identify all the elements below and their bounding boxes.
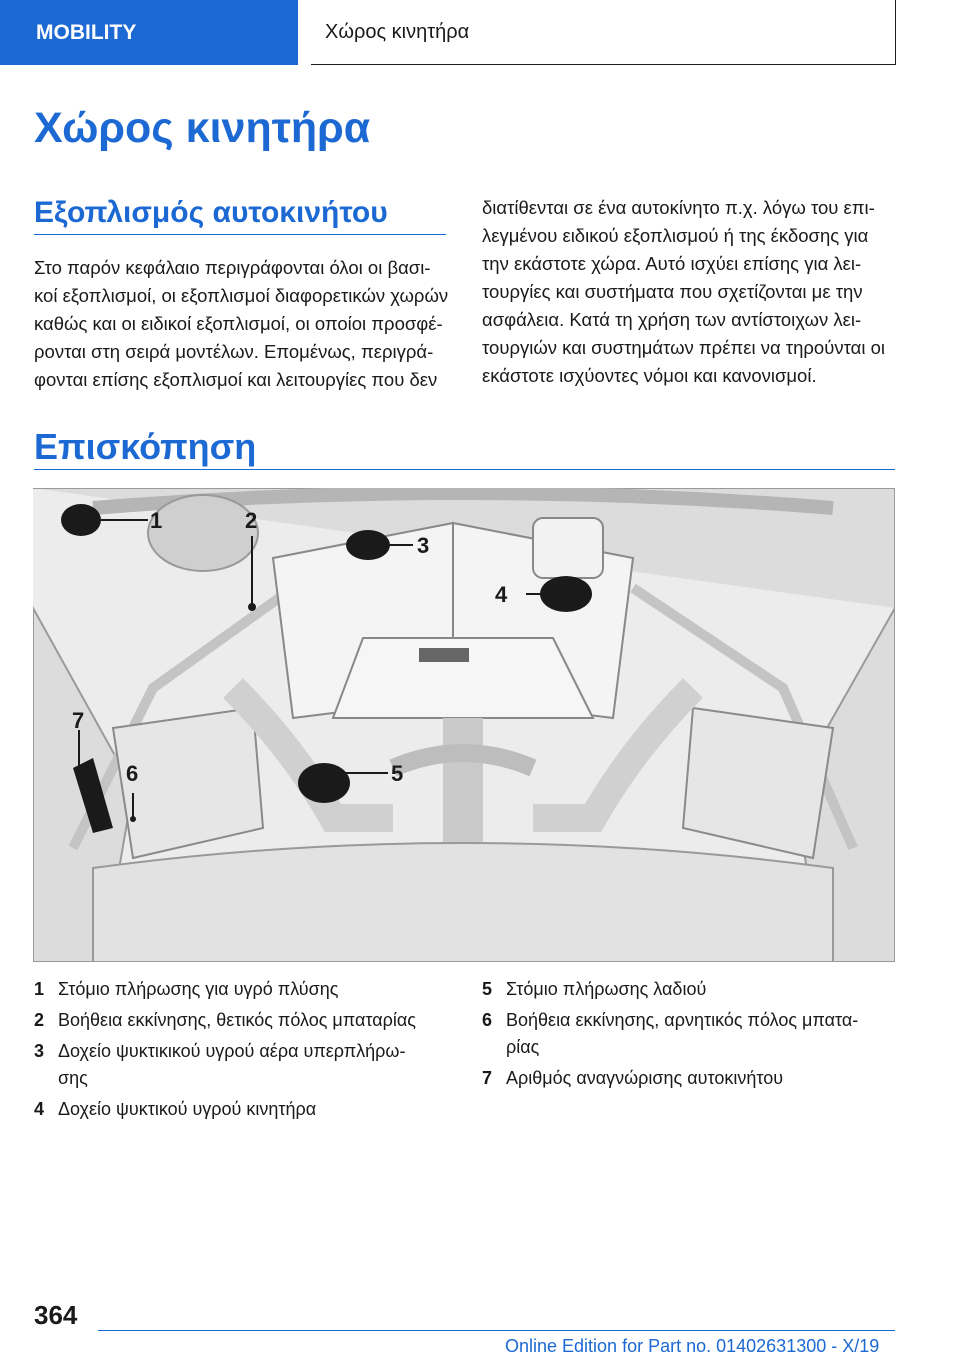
header-section-label: MOBILITY: [36, 20, 137, 44]
text-line: Βοήθεια εκκίνησης, θετικός πόλος μπαταρίας: [58, 1010, 416, 1030]
legend-number: 1: [34, 979, 45, 999]
footer-rule: [98, 1330, 895, 1331]
legend-item: [482, 1007, 896, 1061]
text-line: Στόμιο πλήρωσης λαδιού: [506, 979, 707, 999]
header-chapter-title: [311, 0, 896, 65]
section-title-equipment: Εξοπλισμός αυτοκινήτου: [34, 196, 388, 229]
legend-number: 6: [482, 1010, 493, 1030]
text-line: Στόμιο πλήρωσης για υγρό πλύσης: [58, 979, 339, 999]
legend-number: 3: [34, 1041, 45, 1061]
footer-edition: Online Edition for Part no. 01402631300 - X/19: [505, 1336, 880, 1356]
text-line: Δοχείο ψυκτικού υγρού κινητήρα: [58, 1099, 317, 1119]
legend-text: [58, 1096, 454, 1123]
legend-item: [34, 976, 454, 1003]
text-line: ρονται στη σειρά μοντέλων. Επομένως, περιγρά-: [34, 341, 434, 362]
legend-item: [482, 976, 896, 1003]
legend-number: 4: [34, 1099, 45, 1119]
page-number: 364: [34, 1300, 78, 1330]
legend-text: [58, 1007, 454, 1034]
section-rule-equipment: [34, 234, 446, 235]
intro-paragraph-left: [34, 254, 454, 394]
text-line: εκάστοτε ισχύοντες νόμοι και κανονισμοί.: [482, 365, 817, 386]
legend-text: [58, 1038, 454, 1092]
text-line: σης: [58, 1068, 88, 1088]
intro-paragraph-right: [482, 194, 896, 390]
callout-7: 7: [72, 708, 85, 733]
text-line: Βοήθεια εκκίνησης, αρνητικός πόλος μπατα-: [506, 1010, 859, 1030]
callout-3: 3: [417, 533, 430, 558]
engine-bay-illustration: [33, 488, 895, 962]
legend-right: [482, 976, 896, 1096]
text-line: κοί εξοπλισμοί, οι εξοπλισμοί διαφορετικών χωρών: [34, 285, 449, 306]
legend-left: [34, 976, 454, 1127]
legend-text: [58, 976, 454, 1003]
text-line: ρίας: [506, 1037, 540, 1057]
section-rule-overview: [34, 469, 895, 470]
text-line: Αριθμός αναγνώρισης αυτοκινήτου: [506, 1068, 784, 1088]
text-line: λεγμένου ειδικού εξοπλισμού ή της έκδοσης για: [482, 225, 869, 246]
legend-item: [34, 1038, 454, 1092]
text-line: ασφάλεια. Κατά τη χρήση των αντίστοιχων λει-: [482, 309, 862, 330]
text-line: φονται επίσης εξοπλισμοί και λειτουργίες που δεν: [34, 369, 438, 390]
legend-item: [34, 1007, 454, 1034]
engine-bay-drawing: [33, 488, 895, 962]
text-line: την εκάστοτε χώρα. Αυτό ισχύει επίσης για λει-: [482, 253, 862, 274]
header-chapter-label: Χώρος κινητήρα: [325, 20, 470, 43]
legend-number: 7: [482, 1068, 493, 1088]
section-title-overview: Επισκόπηση: [34, 426, 257, 467]
legend-item: [482, 1065, 896, 1092]
text-line: τουργίες και συστήματα που σχετίζονται με την: [482, 281, 863, 302]
callout-2: 2: [245, 508, 258, 533]
text-line: Δοχείο ψυκτικικού υγρού αέρα υπερπλήρω-: [58, 1041, 406, 1061]
legend-text: [506, 1007, 896, 1061]
legend-text: [506, 1065, 896, 1092]
legend-number: 2: [34, 1010, 45, 1030]
text-line: τουργιών και συστημάτων πρέπει να τηρούνται οι: [482, 337, 885, 358]
text-line: Στο παρόν κεφάλαιο περιγράφονται όλοι οι βασι-: [34, 257, 431, 278]
text-line: καθώς και οι ειδικοί εξοπλισμοί, οι οποίοι προσφέ-: [34, 313, 443, 334]
legend-item: [34, 1096, 454, 1123]
callout-6: 6: [126, 761, 139, 786]
page-title: Χώρος κινητήρα: [34, 104, 371, 152]
callout-4: 4: [495, 582, 508, 607]
callout-5: 5: [391, 761, 404, 786]
legend-number: 5: [482, 979, 493, 999]
header-section-tab: [0, 0, 298, 65]
text-line: διατίθενται σε ένα αυτοκίνητο π.χ. λόγω του επι-: [482, 197, 875, 218]
callout-1: 1: [150, 508, 163, 533]
legend-text: [506, 976, 896, 1003]
